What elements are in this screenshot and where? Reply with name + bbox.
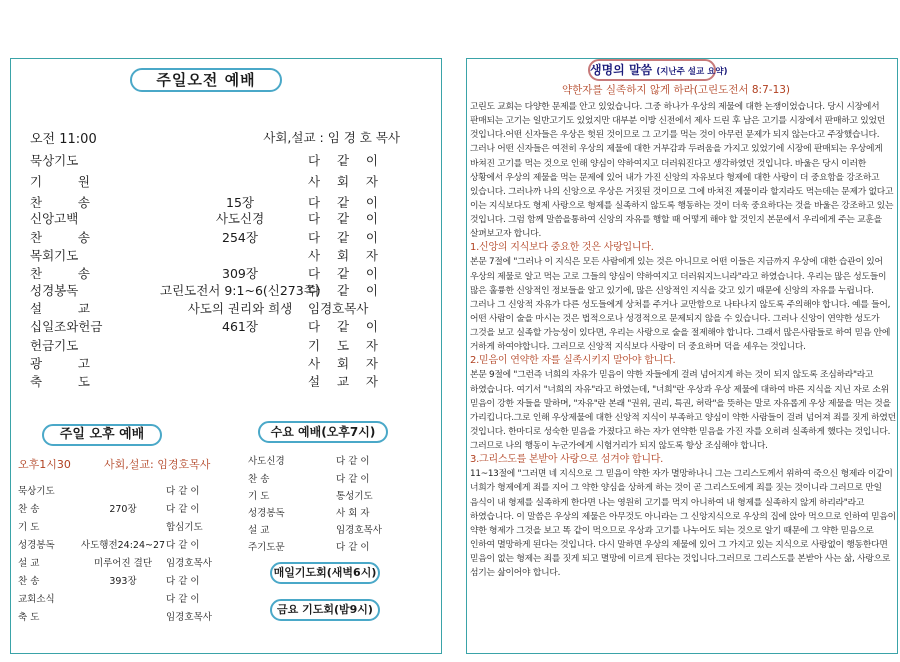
order-item: 기 도	[18, 522, 40, 533]
order-who: 통성기도	[336, 491, 373, 502]
order-row	[18, 573, 230, 591]
point-heading: 2.믿음이 연약한 자를 실족시키지 말아야 합니다.	[470, 355, 676, 367]
order-detail: 393장	[109, 576, 137, 587]
order-who: 임경호목사	[166, 558, 212, 569]
order-row	[30, 354, 378, 373]
sermon-title	[588, 59, 728, 81]
point-body: 11~13절에 "그러면 네 지식으로 그 믿음이 약한 자가 멸망하나니 그는 그리스도께서 위하여 죽으신 형제라 이같이 너희가 형제에게 죄를 지어 그 약한 양심을 상하게 하는 것이 곧 그리스도에게 죄를 짓는 것이니라 그러므로 만일 음식이 내 형제를 실족하게 한다면 나는 영원히 고기를 먹지 아니하여 내 형제를 실족하지 않게 하리라"라고 하였습니다. 이 말씀은 우상의 제물은 아무것도 아니라는 그 신앙지식으로 우상의 집에 앉아 먹으므로 인하여 믿음이 약한 형제가 그것을 보고 똑 같이 먹으므로 우상과 고기를 나누어도 되는 것으로 알기 때문에 그 약한 믿음으로 인하여 멸망하게 된다는 것입니다. 다시 말하면 우상의 제물에 있어 그 가지고 있는 지식으로 사랑없이 행동한다면 믿음이 없는 형제는 죄를 짓게 되고 멸망에 이르게 된다는 것입니다.그러므로 그리스도를 본받아 사는 삶, 사랑으로 섬기는 삶이어야 합니다.	[470, 469, 896, 579]
order-who: 다 같 이	[166, 594, 200, 605]
order-row	[248, 471, 388, 489]
afternoon-time: 오후1시30	[18, 458, 71, 471]
order-item: 설 교	[18, 558, 40, 569]
order-detail: 309장	[222, 266, 258, 281]
order-row	[30, 336, 378, 355]
order-item: 묵상기도	[18, 486, 55, 497]
order-row	[30, 151, 378, 170]
order-item: 헌금기도	[30, 338, 79, 353]
order-detail: 사도행전24:24~27	[80, 540, 166, 551]
order-who: 설 교 자	[308, 374, 378, 389]
order-row	[18, 609, 230, 627]
order-item: 찬 송	[18, 504, 40, 515]
order-who: 다 같 이	[166, 486, 200, 497]
order-who: 다 같 이	[308, 153, 378, 168]
order-item: 광 고	[30, 356, 90, 371]
order-item: 목회기도	[30, 248, 79, 263]
order-detail: 254장	[222, 230, 258, 245]
sermon-title-text: 생명의 말씀	[590, 63, 653, 77]
order-who: 다 같 이	[336, 542, 370, 553]
order-item: 축 도	[30, 374, 90, 389]
order-who: 임경호목사	[336, 525, 382, 536]
order-item: 축 도	[18, 612, 40, 623]
order-item: 신앙고백	[30, 211, 79, 226]
order-item: 주기도문	[248, 542, 285, 553]
order-item: 찬 송	[30, 230, 90, 245]
wednesday-service-title: 수요 예배(오후7시)	[258, 421, 388, 443]
point-heading: 3.그리스도를 본받아 사랑으로 섬겨야 합니다.	[470, 454, 664, 466]
order-item: 찬 송	[18, 576, 40, 587]
sermon-intro: 고린도 교회는 다양한 문제를 안고 있었습니다. 그중 하나가 우상의 제물에 대한 논쟁이었습니다. 당시 시장에서 판매되는 고기는 일반고기도 있었지만 대부분 이방 신전에서 제사 드린 후 남은 고기를 시장에서 판매하고 있었던 것입니다.어떤 신자들은 우상은 헛된 것이므로 그 고기를 먹는 것이 아무런 문제가 되지 않는다고 주장했습니다. 그러나 어떤 신자들은 여전히 우상의 제물에 대한 거부감과 두려움을 가지고 있었기에 시장에 판매되는 우상에게 바쳐진 고기를 먹는 것으로 인해 양심이 약하여지고 더러워진다고 생각하였던 것입니다. 바울은 당시 이러한 상황에서 우상의 제물을 먹는 문제에 있어 내가 가진 신앙의 자유보다 형제에 대한 사랑이 더 중요함을 강조하고 있습니다. 그러나까 나의 신앙으로 우상은 거짓된 것이므로 그에 바쳐진 제물이라 할지라도 먹는데는 문제가 없다고 이는 지식보다도 형제 사랑으로 형제를 실족하지 않도록 행동하는 것이 더욱 중요하다는 것을 바울은 강조하고 있는 것입니다. 그럼 함께 말씀을통하여 신앙의 자유를 행할 때 어떻게 해야 할 것인지 본문에서 우리에게 주는 교훈을 살펴보고자 합니다.	[470, 102, 894, 240]
order-who: 다 같 이	[166, 504, 200, 515]
order-row	[30, 281, 378, 300]
point-heading: 1.신앙의 지식보다 중요한 것은 사랑입니다.	[470, 242, 654, 254]
order-who: 다 같 이	[336, 456, 370, 467]
order-who: 다 같 이	[308, 283, 378, 298]
morning-time: 오전 11:00	[30, 132, 97, 147]
sermon-subtitle: 약한자를 실족하지 않게 하라(고린도전서 8:7-13)	[562, 84, 791, 96]
order-item: 십일조와헌금	[30, 319, 103, 334]
point-body: 본문 9절에 "그런즉 너희의 자유가 믿음이 약한 자들에게 걸려 넘어지게 하는 것이 되지 않도록 조심하라"라고 하였습니다. 여기서 "너희의 자유"라고 하였는데, "너희"란 우상과 우상 제물에 대하여 바른 지식을 지닌 자로 소위 믿음이 강한 자들을 말하며, "자유"란 본래 "권위, 권리, 특권, 허락"을 뜻하는 말로 자유롭게 우상 제물을 먹는 것을 가리킵니다.그로 인해 우상제물에 대한 신앙적 지식이 부족하고 양심이 약한 사람들이 걸려 넘어져 죄를 짓게 하였던 것입니다. 한마디로 성숙한 믿음을 가졌다고 하는 자가 연약한 믿음을 가진 자를 오히려 실족하게 했다는 것입니다.그러므로 나의 행동이 누군가에게 시험거리가 되지 않도록 항상 조심해야 합니다.	[470, 370, 896, 451]
order-who: 다 같 이	[308, 266, 378, 281]
order-item: 사도신경	[248, 456, 285, 467]
afternoon-leader: 사회,설교: 임경호목사	[104, 458, 211, 471]
order-item: 찬 송	[30, 266, 90, 281]
order-who: 임경호목사	[166, 612, 212, 623]
order-item: 기 원	[30, 174, 90, 189]
order-detail: 미루어진 결단	[93, 558, 153, 569]
order-who: 다 같 이	[336, 474, 370, 485]
order-row	[18, 537, 230, 555]
order-item: 성경봉독	[248, 508, 285, 519]
order-row	[248, 488, 388, 506]
morning-service-title: 주일오전 예배	[130, 68, 282, 92]
order-row	[30, 299, 378, 318]
order-row	[248, 522, 388, 540]
order-row	[248, 539, 388, 557]
order-row	[18, 519, 230, 537]
order-row	[30, 246, 378, 265]
order-item: 설 교	[248, 525, 270, 536]
order-row	[248, 505, 388, 523]
order-row	[30, 228, 378, 247]
order-row	[248, 453, 388, 471]
morning-leader: 사회,설교 : 임 경 호 목사	[263, 130, 400, 145]
order-row	[30, 172, 378, 191]
order-who: 사 회 자	[336, 508, 370, 519]
sermon-body	[470, 100, 898, 580]
order-detail: 461장	[222, 319, 258, 334]
order-who: 다 같 이	[308, 230, 378, 245]
order-who: 다 같 이	[308, 211, 378, 226]
order-who: 합심기도	[166, 522, 203, 533]
order-row	[30, 209, 378, 228]
friday-prayer-badge: 금요 기도회(밤9시)	[270, 599, 380, 621]
afternoon-service-title: 주일 오후 예배	[42, 424, 162, 446]
sermon-title-note: (지난주 설교 요약)	[656, 67, 728, 77]
order-detail: 사도의 권리와 희생	[187, 301, 293, 316]
order-who: 다 같 이	[166, 576, 200, 587]
daily-prayer-badge: 매일기도회(새벽6시)	[270, 562, 380, 584]
order-detail: 15장	[226, 195, 254, 210]
order-row	[18, 591, 230, 609]
order-row	[18, 501, 230, 519]
order-row	[30, 372, 378, 391]
order-who: 사 회 자	[308, 356, 378, 371]
order-who: 사 회 자	[308, 174, 378, 189]
order-row	[18, 483, 230, 501]
order-item: 묵상기도	[30, 153, 79, 168]
order-item: 기 도	[248, 491, 270, 502]
order-detail: 사도신경	[215, 211, 265, 226]
order-detail: 270장	[109, 504, 137, 515]
order-item: 성경봉독	[30, 283, 79, 298]
order-item: 찬 송	[248, 474, 270, 485]
order-item: 교회소식	[18, 594, 55, 605]
order-detail: 고린도전서 9:1~6(신273쪽)	[160, 283, 321, 298]
point-body: 본문 7절에 "그러나 이 지식은 모든 사람에게 있는 것은 아니므로 어떤 이들은 지금까지 우상에 대한 습관이 있어 우상의 제물로 알고 먹는 고로 그들의 양심이 약하여지고 더러워지느니라"라고 하였습니다. 우리는 많은 성도들이 많은 훌륭한 신앙적인 정보들을 알고 있기에, 많은 신앙적인 지식을 갖고 있기 때문에 신앙의 자유를 누립니다. 그러나 그 신앙적 자유가 다른 성도들에게 상처를 주거나 교만함으로 나타나지 않도록 주의해야 합니다. 예를 들어, 어떤 사람이 술을 마시는 것은 법적으로나 성경적으로 문제되지 않을 수 있습니다. 그러나 신앙이 연약한 성도가 그것을 보고 실족할 가능성이 있다면, 우리는 사랑으로 술을 절제해야 합니다. 그래서 많은사람들로 하여 믿음 안에 거하게 하여야합니다. 그러므로 신앙적 지식보다 사랑이 더 중요하며 덕을 세우는 것입니다.	[470, 257, 891, 353]
order-row	[30, 317, 378, 336]
order-who: 사 회 자	[308, 248, 378, 263]
order-who: 다 같 이	[308, 319, 378, 334]
order-item: 설 교	[30, 301, 90, 316]
order-item: 성경봉독	[18, 540, 55, 551]
order-item: 찬 송	[30, 195, 90, 210]
order-who: 다 같 이	[308, 195, 378, 210]
order-who: 기 도 자	[308, 338, 378, 353]
order-who: 임경호목사	[308, 301, 369, 316]
order-row	[18, 555, 230, 573]
order-who: 다 같 이	[166, 540, 200, 551]
